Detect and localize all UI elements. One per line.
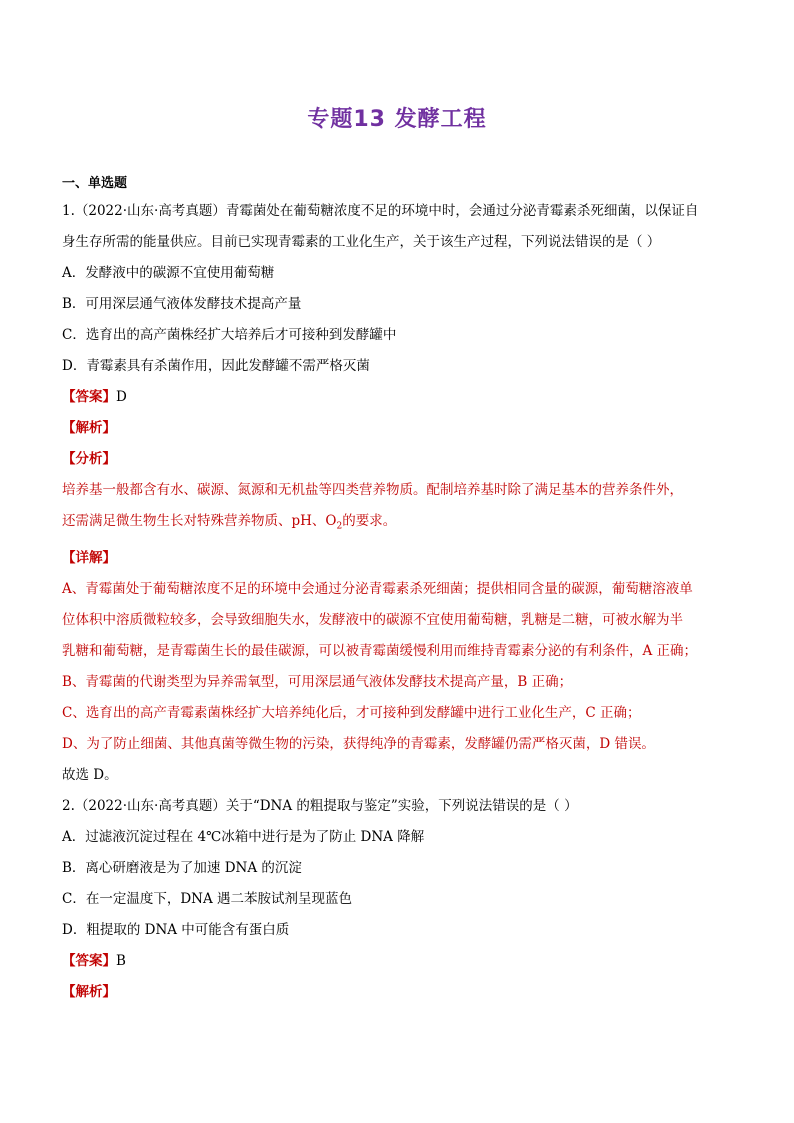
answer-tag: 【答案】 — [62, 389, 116, 405]
analysis-tag — [62, 413, 734, 444]
detail-line: 乳糖和葡萄糖，是青霉菌生长的最佳碳源，可以被青霉菌缓慢利用而维持青霉素分泌的有利条件，A 正确； — [62, 642, 698, 659]
option-a: A．发酵液中的碳源不宜使用葡萄糖 — [62, 265, 275, 281]
option-c: C．选育出的高产菌株经扩大培养后才可接种到发酵罐中 — [62, 327, 397, 343]
conclusion: 故选 D。 — [62, 766, 118, 783]
answer-row — [62, 382, 734, 413]
question-1-stem-line-1: 1.（2022·山东·高考真题）青霉菌处在葡萄糖浓度不足的环境中时，会通过分泌青霉素杀死细菌，以保证自 — [62, 203, 699, 219]
xiangjie-label: 【详解】 — [62, 549, 116, 566]
option-b: B．可用深层通气液体发酵技术提高产量 — [62, 296, 302, 312]
answer-tag: 【答案】 — [62, 952, 116, 969]
fenxi-line-2-tail: 的要求。 — [342, 513, 397, 529]
section-heading: 一、单选题 — [62, 176, 128, 191]
analysis-tag — [62, 977, 734, 1008]
question-2-stem: 2.（2022·山东·高考真题）关于“DNA 的粗提取与鉴定”实验，下列说法错误的是（ ） — [62, 797, 578, 814]
answer-row — [62, 946, 734, 977]
question-1-stem-line-2: 身生存所需的能量供应。目前已实现青霉素的工业化生产，关于该生产过程，下列说法错误的是（ ） — [62, 234, 661, 250]
analysis-label: 【解析】 — [62, 983, 116, 1000]
fenxi-line-2-text: 还需满足微生物生长对特殊营养物质、pH、O — [62, 513, 337, 529]
document-body — [62, 174, 734, 1008]
option-c: C．在一定温度下，DNA 遇二苯胺试剂呈现蓝色 — [62, 890, 353, 907]
xiangjie-tag — [62, 543, 734, 574]
option-a: A．过滤液沉淀过程在 4℃冰箱中进行是为了防止 DNA 降解 — [62, 828, 425, 845]
option-b: B．离心研磨液是为了加速 DNA 的沉淀 — [62, 859, 302, 876]
oxygen-subscript: 2 — [336, 521, 343, 532]
fenxi-line-2 — [62, 506, 734, 543]
answer-value: B — [116, 952, 126, 969]
question-1 — [62, 196, 734, 791]
fenxi-tag — [62, 444, 734, 475]
option-d: D．粗提取的 DNA 中可能含有蛋白质 — [62, 921, 290, 938]
detail-line: 位体积中溶质微粒较多，会导致细胞失水，发酵液中的碳源不宜使用葡萄糖，乳糖是二糖，可被水解为半 — [62, 611, 683, 628]
detail-line: A、青霉菌处于葡萄糖浓度不足的环境中会通过分泌青霉素杀死细菌；提供相同含量的碳源，葡萄糖溶液单 — [62, 580, 693, 597]
fenxi-label: 【分析】 — [62, 451, 116, 467]
analysis-label: 【解析】 — [62, 420, 116, 436]
question-2 — [62, 791, 734, 1008]
answer-value: D — [116, 389, 127, 405]
page-title: 专题13 发酵工程 — [307, 107, 487, 132]
detail-line: B、青霉菌的代谢类型为异养需氧型，可用深层通气液体发酵技术提高产量，B 正确； — [62, 673, 573, 690]
option-d: D．青霉素具有杀菌作用，因此发酵罐不需严格灭菌 — [62, 358, 370, 374]
fenxi-line-1: 培养基一般都含有水、碳源、氮源和无机盐等四类营养物质。配制培养基时除了满足基本的营养条件外， — [62, 482, 683, 498]
detail-line: D、为了防止细菌、其他真菌等微生物的污染，获得纯净的青霉素，发酵罐仍需严格灭菌，D 错误。 — [62, 735, 655, 752]
detail-line: C、选育出的高产青霉素菌株经扩大培养纯化后，才可接种到发酵罐中进行工业化生产，C 正确； — [62, 704, 641, 721]
